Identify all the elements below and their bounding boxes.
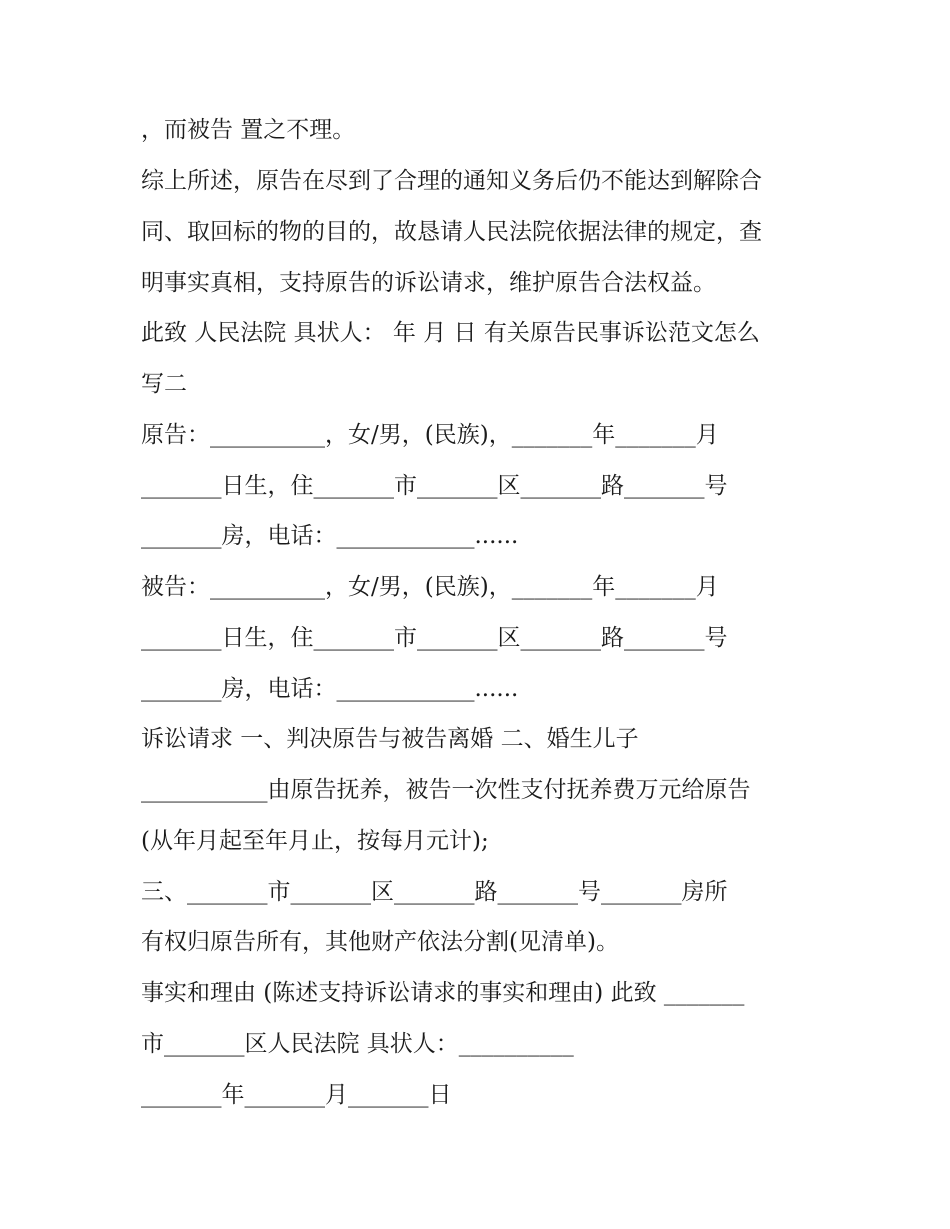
text-line: 写二 bbox=[141, 371, 187, 397]
text-line: 此致 人民法院 具状人： 年 月 日 有关原告民事诉讼范文怎么 bbox=[141, 320, 760, 346]
text-line: 明事实真相，支持原告的诉讼请求，维护原告合法权益。 bbox=[141, 270, 716, 296]
text-line: 三、_______市_______区_______路_______号_______房所 bbox=[141, 879, 728, 905]
text-line: _______房，电话：____________...... bbox=[141, 676, 519, 702]
text-line: _______房，电话：____________...... bbox=[141, 523, 519, 549]
text-line: ，而被告 置之不理。 bbox=[141, 117, 356, 143]
text-line: 事实和理由 (陈述支持诉讼请求的事实和理由) 此致 _______ bbox=[141, 980, 745, 1006]
text-line: _______年_______月_______日 bbox=[141, 1082, 452, 1108]
text-line: _______日生，住_______市_______区_______路_______号 bbox=[141, 625, 728, 651]
text-line: 同、取回标的物的目的，故恳请人民法院依据法律的规定，查 bbox=[141, 219, 762, 245]
text-line: 原告：__________，女/男，(民族)，_______年_______月 bbox=[141, 422, 719, 448]
text-line: _______日生，住_______市_______区_______路_______号 bbox=[141, 473, 728, 499]
text-line: ___________由原告抚养，被告一次性支付抚养费万元给原告 bbox=[141, 777, 751, 803]
text-line: 有权归原告所有，其他财产依法分割(见清单)。 bbox=[141, 929, 619, 955]
text-line: (从年月起至年月止，按每月元计); bbox=[141, 828, 489, 854]
text-line: 诉讼请求 一、判决原告与被告离婚 二、婚生儿子 bbox=[141, 726, 639, 752]
text-line: 市_______区人民法院 具状人：__________ bbox=[141, 1031, 574, 1057]
text-line: 综上所述，原告在尽到了合理的通知义务后仍不能达到解除合 bbox=[141, 168, 762, 194]
text-line: 被告：__________，女/男，(民族)，_______年_______月 bbox=[141, 574, 719, 600]
